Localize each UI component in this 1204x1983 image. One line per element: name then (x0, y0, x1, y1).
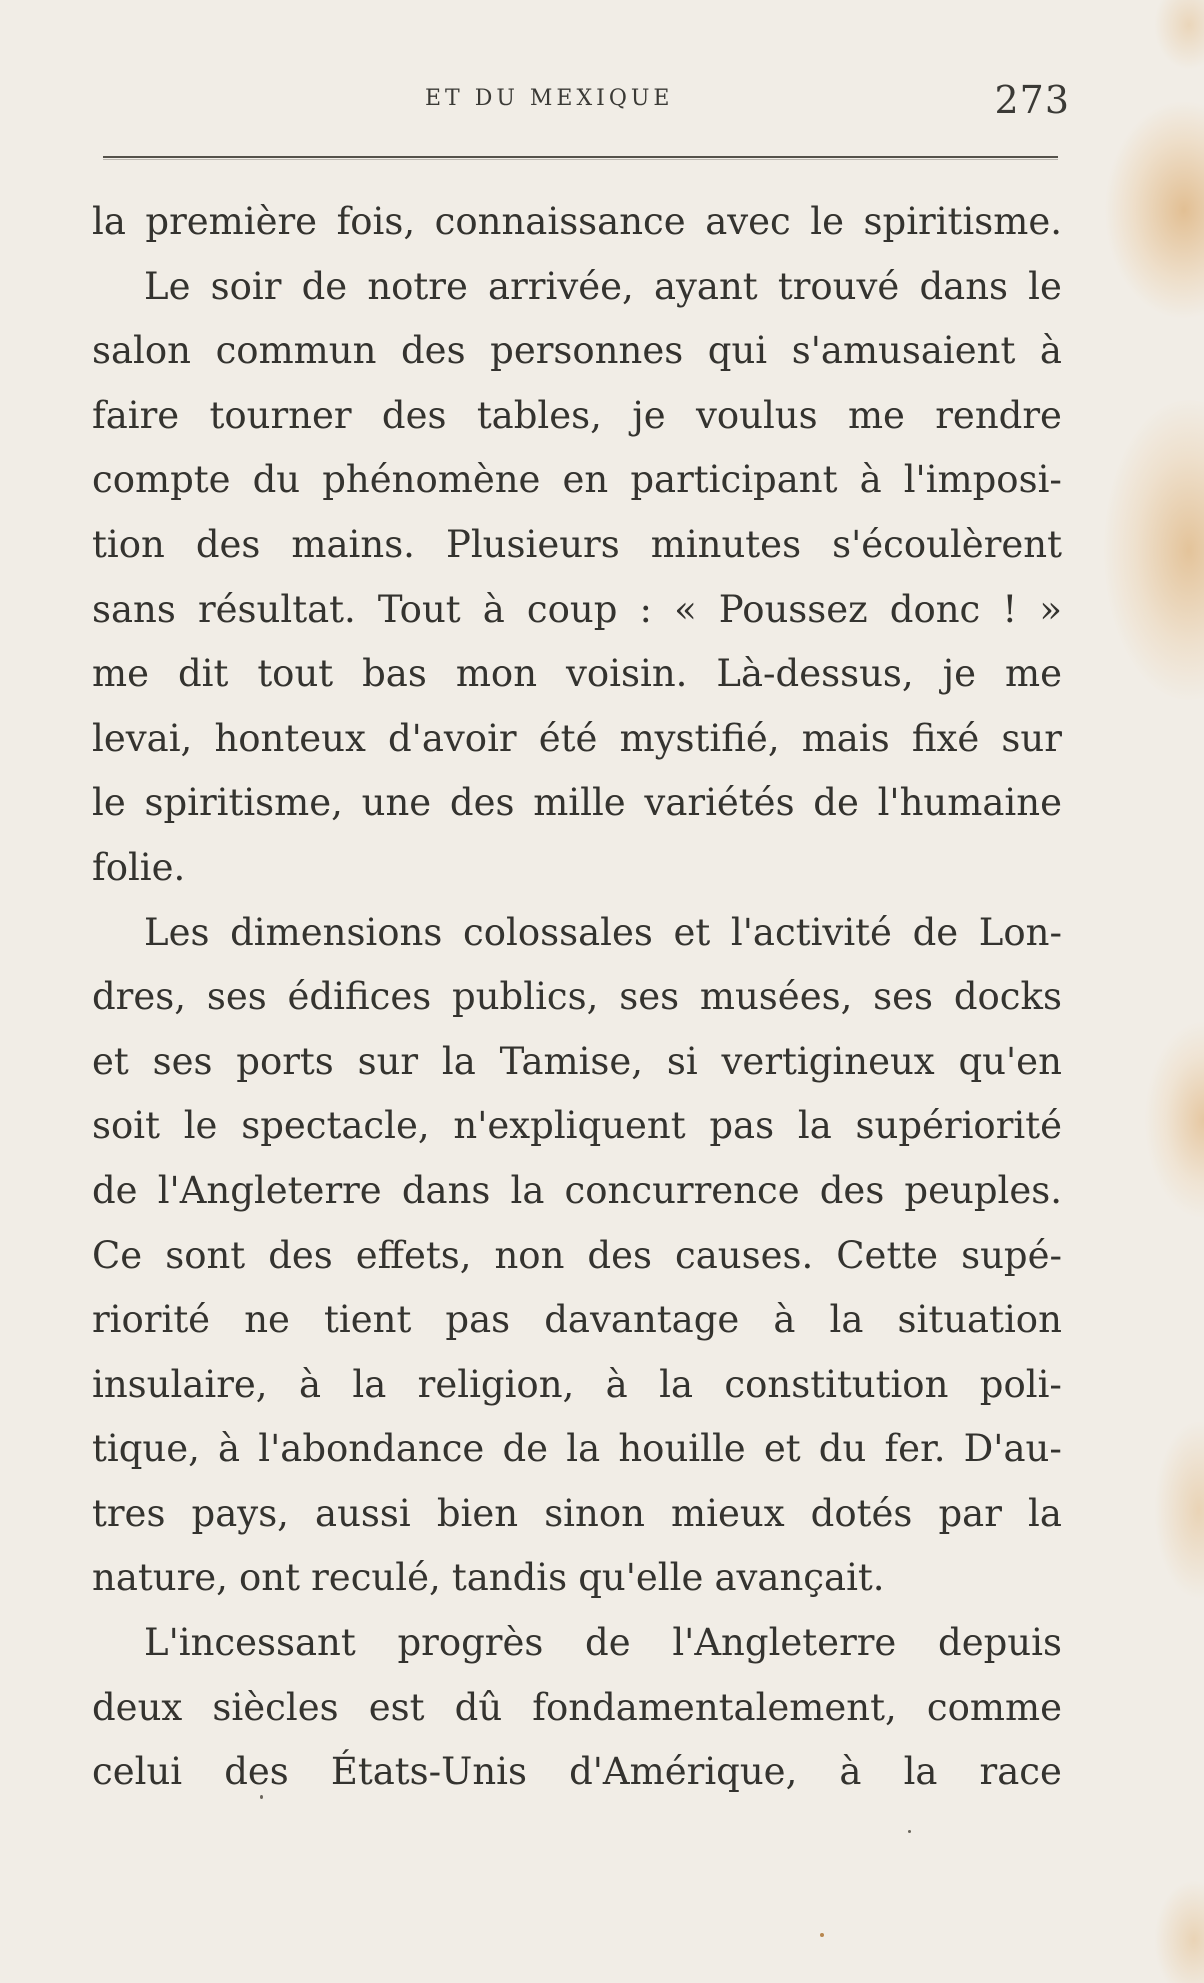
body-text (92, 190, 1062, 1805)
word: sont (165, 1233, 246, 1277)
word: mais (801, 716, 890, 760)
word: bien (436, 1491, 519, 1535)
word: des (587, 1233, 652, 1277)
word: dans (919, 264, 1009, 308)
word: mystifié, (619, 716, 780, 760)
word: du (252, 458, 301, 502)
word: d'Amérique, (569, 1750, 798, 1794)
word: constitution (724, 1362, 949, 1406)
text-line (92, 513, 1062, 578)
word: me (92, 652, 149, 696)
word: la (441, 1039, 476, 1083)
word: de (301, 264, 348, 308)
word: ses (873, 975, 934, 1019)
word: phénomène (322, 458, 541, 502)
word: ports (236, 1039, 334, 1083)
word: ses (206, 975, 267, 1019)
word: de (585, 1621, 631, 1665)
word: du (818, 1427, 867, 1471)
text-line (92, 319, 1062, 384)
word: fois, (336, 200, 416, 243)
word: comme (926, 1685, 1062, 1729)
word: par (938, 1491, 1002, 1535)
word: fondamentalement, (532, 1685, 897, 1729)
word: riorité (92, 1298, 211, 1342)
word: tient (324, 1298, 412, 1342)
word: participant (630, 458, 838, 502)
word: arrivée, (488, 264, 634, 308)
word: commun (215, 329, 377, 373)
word: effets, (355, 1233, 472, 1277)
text-line (92, 771, 1062, 836)
word: ses (619, 975, 680, 1019)
word: supé- (961, 1233, 1062, 1277)
word: salon (92, 329, 191, 373)
word: non (494, 1233, 565, 1277)
word: ! (1002, 587, 1018, 631)
word: édifices (287, 975, 432, 1019)
word: été (538, 716, 598, 760)
word: des (449, 781, 515, 825)
word: mon (455, 652, 538, 696)
word: qu'en (958, 1039, 1062, 1083)
word: depuis (938, 1621, 1062, 1665)
text-line (92, 1676, 1062, 1741)
text-line (92, 1094, 1062, 1159)
text-line (92, 1030, 1062, 1095)
word: Lon- (978, 910, 1062, 954)
word: d'avoir (387, 716, 517, 760)
word: des (400, 329, 466, 373)
word: sans (92, 587, 176, 631)
word: la (566, 1427, 601, 1471)
word: « (674, 587, 697, 631)
word: la (659, 1362, 694, 1406)
word: qu'elle (578, 1556, 704, 1600)
word: levai, (92, 716, 193, 760)
word: compte (92, 458, 231, 502)
text-line (92, 384, 1062, 449)
word: dotés (810, 1491, 913, 1535)
word: des (268, 1233, 333, 1277)
word: poli- (979, 1362, 1062, 1406)
word: donc (889, 587, 981, 631)
word: Là-dessus, (716, 652, 914, 696)
word: minutes (650, 522, 802, 566)
text-line (92, 1353, 1062, 1418)
word: des (381, 393, 447, 437)
word: musées, (699, 975, 853, 1019)
paper-stain (1154, 1420, 1204, 1600)
word: avançait. (714, 1556, 885, 1600)
word: coup (526, 587, 618, 631)
word: colossales (463, 910, 653, 954)
word: spiritisme, (144, 781, 343, 825)
word: et (92, 1039, 129, 1083)
word: tandis (451, 1556, 568, 1600)
word: l'imposi- (903, 458, 1062, 502)
word: situation (897, 1298, 1062, 1342)
text-line (92, 448, 1062, 513)
word: s'amusaient (791, 329, 1016, 373)
word: de (92, 1168, 138, 1212)
word: la (903, 1750, 938, 1794)
word: qui (707, 329, 768, 373)
word: soit (92, 1104, 160, 1148)
word: : (639, 587, 652, 631)
word: houille (618, 1427, 746, 1471)
word: à (1039, 329, 1062, 373)
word: pays, (191, 1491, 289, 1535)
text-line (92, 1611, 1062, 1676)
paper-speck (260, 1795, 263, 1799)
word: reculé, (311, 1556, 441, 1600)
text-line (92, 1159, 1062, 1224)
word: nature, (92, 1556, 228, 1600)
word: dres, (92, 975, 187, 1019)
word: est (368, 1685, 425, 1729)
text-line (92, 642, 1062, 707)
word: ne (244, 1298, 290, 1342)
word: religion, (417, 1362, 575, 1406)
text-line (92, 836, 1062, 901)
word: tout (257, 652, 334, 696)
word: Poussez (718, 587, 868, 631)
word: honteux (214, 716, 366, 760)
word: la (352, 1362, 387, 1406)
text-line (92, 1288, 1062, 1353)
word: à (773, 1298, 796, 1342)
word: vertigineux (721, 1039, 935, 1083)
word: avec (705, 200, 791, 243)
word: l'Angleterre (157, 1168, 382, 1212)
word: fer. (884, 1427, 946, 1471)
page-number: 273 (994, 78, 1070, 122)
word: à (839, 1750, 862, 1794)
word: des (224, 1750, 289, 1794)
word: davantage (544, 1298, 740, 1342)
word: progrès (397, 1621, 544, 1665)
word: insulaire, (92, 1362, 268, 1406)
word: D'au- (963, 1427, 1062, 1471)
word: folie. (92, 845, 186, 889)
word: sinon (544, 1491, 645, 1535)
word: Les (144, 910, 210, 954)
text-line (92, 255, 1062, 320)
word: me (1005, 652, 1062, 696)
running-title: ET DU MEXIQUE (425, 86, 674, 111)
word: la (1028, 1491, 1062, 1535)
word: peuples. (904, 1168, 1062, 1212)
word: Ce (92, 1233, 143, 1277)
word: à (859, 458, 882, 502)
word: à (482, 587, 505, 631)
text-line (92, 965, 1062, 1030)
word: tables, (476, 393, 602, 437)
text-line (92, 1546, 1062, 1611)
word: des (819, 1168, 885, 1212)
word: bas (362, 652, 427, 696)
text-line (92, 1740, 1062, 1805)
word: l'humaine (877, 781, 1062, 825)
paper-stain (1144, 1020, 1204, 1220)
word: voisin. (566, 652, 688, 696)
word: celui (92, 1750, 183, 1794)
word: deux (92, 1685, 183, 1729)
text-line (92, 1417, 1062, 1482)
word: soir (210, 264, 282, 308)
word: des (195, 522, 261, 566)
word: L'incessant (144, 1621, 356, 1665)
word: tourner (209, 393, 352, 437)
paper-speck (908, 1830, 911, 1833)
word: à (298, 1362, 321, 1406)
paper-stain (1104, 400, 1204, 700)
word: en (562, 458, 609, 502)
word: fixé (911, 716, 980, 760)
text-line (92, 190, 1062, 255)
word: le (810, 200, 845, 243)
word: supériorité (855, 1104, 1062, 1148)
word: mains. (291, 522, 415, 566)
word: Le (144, 264, 191, 308)
word: à (605, 1362, 628, 1406)
word: » (1039, 587, 1062, 631)
word: de (502, 1427, 549, 1471)
paper-stain (1154, 1880, 1204, 1983)
word: la (797, 1104, 832, 1148)
word: variétés (644, 781, 795, 825)
word: si (666, 1039, 698, 1083)
word: la (829, 1298, 864, 1342)
text-line (92, 578, 1062, 643)
word: je (632, 393, 666, 437)
word: États-Unis (330, 1750, 527, 1794)
word: sur (1001, 716, 1062, 760)
page-header (95, 78, 1070, 128)
word: notre (367, 264, 468, 308)
paper-speck (820, 1933, 824, 1937)
word: Plusieurs (445, 522, 620, 566)
word: dit (177, 652, 229, 696)
word: ont (239, 1556, 301, 1600)
word: le (1028, 264, 1062, 308)
word: Tamise, (499, 1039, 644, 1083)
word: tique, (92, 1427, 200, 1471)
word: première (145, 200, 318, 243)
word: spectacle, (241, 1104, 430, 1148)
word: et (763, 1427, 801, 1471)
word: connaissance (434, 200, 686, 243)
word: l'Angleterre (672, 1621, 897, 1665)
word: résultat. (197, 587, 356, 631)
word: la (92, 200, 126, 243)
word: s'écoulèrent (832, 522, 1062, 566)
text-line (92, 1482, 1062, 1547)
word: l'abondance (258, 1427, 485, 1471)
word: race (979, 1750, 1062, 1794)
paper-stain (1154, 0, 1204, 70)
word: de (912, 910, 959, 954)
word: siècles (212, 1685, 339, 1729)
word: le (92, 781, 126, 825)
word: ayant (653, 264, 758, 308)
text-line (92, 707, 1062, 772)
word: publics, (452, 975, 599, 1019)
word: ses (152, 1039, 213, 1083)
word: la (510, 1168, 545, 1212)
word: tion (92, 522, 165, 566)
word: mieux (671, 1491, 785, 1535)
word: causes. (674, 1233, 814, 1277)
word: docks (953, 975, 1062, 1019)
word: pas (445, 1298, 511, 1342)
word: dû (454, 1685, 503, 1729)
word: personnes (490, 329, 684, 373)
word: à (218, 1427, 241, 1471)
text-line (92, 901, 1062, 966)
word: rendre (935, 393, 1062, 437)
word: dimensions (230, 910, 443, 954)
word: mille (533, 781, 626, 825)
text-line (92, 1224, 1062, 1289)
word: me (847, 393, 905, 437)
word: spiritisme. (863, 200, 1062, 243)
word: faire (92, 393, 180, 437)
word: sur (357, 1039, 419, 1083)
word: aussi (315, 1491, 411, 1535)
word: Tout (377, 587, 461, 631)
word: l'activité (730, 910, 892, 954)
word: trouvé (777, 264, 900, 308)
word: pas (709, 1104, 775, 1148)
word: je (942, 652, 977, 696)
word: et (673, 910, 711, 954)
word: concurrence (564, 1168, 800, 1212)
word: tres (92, 1491, 166, 1535)
word: le (183, 1104, 218, 1148)
word: n'expliquent (453, 1104, 686, 1148)
word: Cette (836, 1233, 939, 1277)
paper-stain (1104, 100, 1204, 320)
word: de (813, 781, 859, 825)
word: une (361, 781, 432, 825)
header-rule (103, 156, 1058, 158)
word: voulus (695, 393, 818, 437)
word: dans (401, 1168, 491, 1212)
